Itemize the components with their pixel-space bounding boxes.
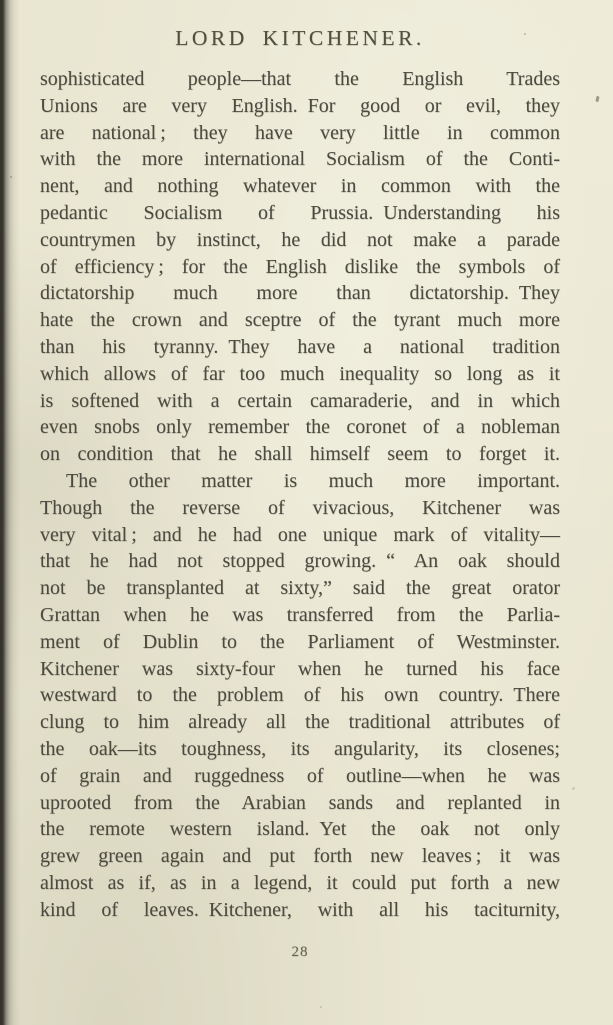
text-line: uprooted from the Arabian sands and replanted in [40, 791, 560, 814]
text-line: sophisticated people—that the English Trades [40, 68, 560, 90]
text-line: even snobs only remember the coronet of a nobleman [40, 416, 560, 439]
gutter-shadow [0, 0, 20, 1025]
text-line: clung to him already all the traditional attributes of [40, 711, 560, 734]
paper-speck [10, 176, 12, 178]
text-line: of efficiency ; for the English dislike the symbols of [40, 255, 560, 278]
text-line: ment of Dublin to the Parliament of Westminster. [40, 630, 560, 653]
text-line: Though the reverse of vivacious, Kitchener was [40, 496, 560, 519]
text-line: pedantic Socialism of Prussia. Understanding his [40, 201, 560, 224]
text-line: countrymen by instinct, he did not make a parade [40, 228, 560, 251]
text-line: The other matter is much more important. [66, 469, 560, 492]
text-line: the oak—its toughness, its angularity, its closenes; [40, 737, 560, 760]
text-line: that he had not stopped growing. “ An oak should [40, 550, 560, 573]
text-line: than his tyranny. They have a national tradition [40, 335, 560, 358]
text-line: Kitchener was sixty-four when he turned his face [40, 657, 560, 680]
text-line: kind of leaves. Kitchener, with all his taciturnity, [40, 898, 560, 921]
paper-speck [595, 96, 599, 102]
text-line: not be transplanted at sixty,” said the great orator [40, 577, 560, 600]
text-line: hate the crown and sceptre of the tyrant much more [40, 309, 560, 332]
paper-speck [572, 787, 575, 790]
paper-speck [320, 1006, 322, 1008]
page-number: 28 [291, 944, 309, 960]
paper-speck [524, 33, 526, 35]
text-line: Unions are very English. For good or evil, they [40, 94, 560, 117]
text-line: which allows of far too much inequality so long as it [40, 362, 560, 385]
text-line: Grattan when he was transferred from the Parlia- [40, 603, 560, 626]
text-line: is softened with a certain camaraderie, and in which [40, 389, 560, 412]
text-line: westward to the problem of his own country. There [40, 684, 560, 707]
text-line: grew green again and put forth new leaves ; it was [40, 845, 560, 868]
text-line: nent, and nothing whatever in common with the [40, 175, 560, 198]
text-line: of grain and ruggedness of outline—when he was [40, 764, 560, 787]
page-title: LORD KITCHENER. [175, 26, 425, 50]
body-text [40, 66, 560, 924]
text-line: very vital ; and he had one unique mark of vitality— [40, 523, 560, 546]
text-line: the remote western island. Yet the oak not only [40, 818, 560, 841]
text-line: with the more international Socialism of the Conti- [40, 148, 560, 171]
text-line: almost as if, as in a legend, it could put forth a new [40, 871, 560, 894]
text-line: are national ; they have very little in common [40, 121, 560, 144]
text-line: on condition that he shall himself seem to forget it. [40, 443, 560, 466]
text-line: dictatorship much more than dictatorship. They [40, 282, 560, 305]
